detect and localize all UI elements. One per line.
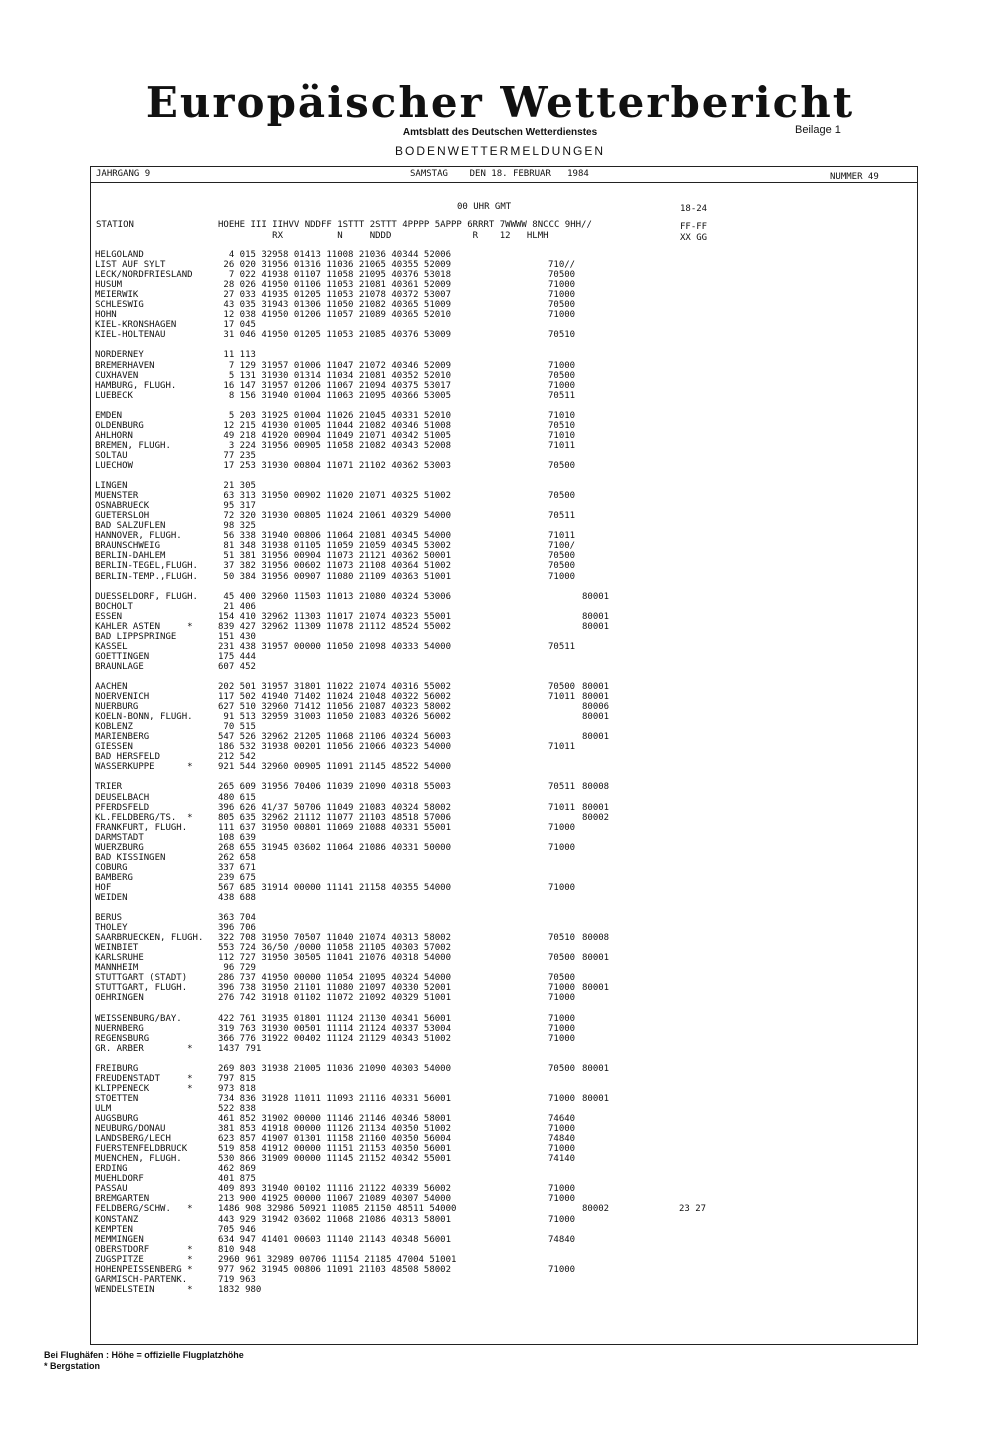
table-frame — [90, 166, 918, 1345]
station-name: STUTTGART (STADT) — [95, 973, 188, 984]
station-name: PASSAU — [95, 1184, 128, 1195]
group8-value: 80002 — [582, 812, 610, 823]
group7-value: 71000 — [548, 993, 576, 1004]
station-data: 519 858 41912 00000 11151 21153 40350 56001 — [218, 1144, 451, 1155]
code-header-1: HOEHE III IIHVV NDDFF 1STTT 2STTT 4PPPP 5APPP 6RRRT 7WWWW 8NCCC 9HH// — [218, 220, 592, 230]
station-name: SCHLESWIG — [95, 300, 144, 311]
group7-value: 70510 — [548, 933, 576, 944]
station-data: 396 738 31950 21101 11080 21097 40330 52001 — [218, 983, 451, 994]
group7-value: 71000 — [548, 1144, 576, 1155]
station-name: OLDENBURG — [95, 420, 144, 431]
station-data: 154 410 32962 11303 11017 21074 40323 55001 — [218, 611, 451, 622]
station-data: 186 532 31938 00201 11056 21066 40323 54000 — [218, 742, 451, 753]
station-data: 51 381 31956 00904 11073 21121 40362 50001 — [218, 551, 451, 562]
station-data: 231 438 31957 00000 11050 21098 40333 54000 — [218, 641, 451, 652]
station-data: 286 737 41950 00000 11054 21095 40324 54000 — [218, 973, 451, 984]
station-name: NUERBURG — [95, 702, 139, 713]
station-name: KOBLENZ — [95, 722, 133, 733]
station-data: 547 526 32962 21205 11068 21106 40324 56003 — [218, 732, 451, 743]
station-data: 17 045 — [218, 320, 256, 331]
group7-value: 71011 — [548, 440, 576, 451]
group7-value: 71000 — [548, 380, 576, 391]
group8-value: 80001 — [582, 591, 610, 602]
station-data: 422 761 31935 01801 11124 21130 40341 56001 — [218, 1013, 451, 1024]
station-name: WASSERKUPPE * — [95, 762, 193, 773]
station-name: LANDSBERG/LECH — [95, 1134, 171, 1145]
station-data: 480 615 — [218, 792, 256, 803]
station-name: HUSUM — [95, 280, 123, 291]
station-data: 49 218 41920 00904 11049 21071 40342 51005 — [218, 430, 451, 441]
station-name: ZUGSPITZE * — [95, 1254, 193, 1265]
station-name: LINGEN — [95, 481, 128, 492]
station-data: 265 609 31956 70406 11039 21090 40318 55003 — [218, 782, 451, 793]
station-data: 213 900 41925 00000 11067 21089 40307 54000 — [218, 1194, 451, 1205]
station-name: WEISSENBURG/BAY. — [95, 1013, 182, 1024]
group7-value: 70510 — [548, 420, 576, 431]
station-name: HOF — [95, 882, 112, 893]
station-data: 72 320 31930 00805 11024 21061 40329 54000 — [218, 511, 451, 522]
station-data: 12 038 41950 01206 11057 21089 40365 52010 — [218, 310, 451, 321]
group7-value: 71000 — [548, 983, 576, 994]
page-title: Europäischer Wetterbericht — [145, 78, 855, 127]
group7-value: 70500 — [548, 300, 576, 311]
observation-time: 00 UHR GMT — [457, 202, 512, 212]
station-data: 268 655 31945 03602 11064 21086 40331 50000 — [218, 842, 451, 853]
station-name: GARMISCH-PARTENK. — [95, 1274, 188, 1285]
station-data: 91 513 32959 31003 11050 21083 40326 56002 — [218, 712, 451, 723]
group7-value: 74140 — [548, 1154, 576, 1165]
station-data: 50 384 31956 00907 11080 21109 40363 51001 — [218, 571, 451, 582]
station-name: LIST AUF SYLT — [95, 260, 166, 271]
station-data: 17 253 31930 00804 11071 21102 40362 53003 — [218, 460, 451, 471]
station-name: HOHENPEISSENBERG * — [95, 1264, 193, 1275]
station-name: BREMERHAVEN — [95, 360, 155, 371]
station-name: STUTTGART, FLUGH. — [95, 983, 188, 994]
station-name: ESSEN — [95, 611, 123, 622]
station-data: 443 929 31942 03602 11068 21086 40313 58001 — [218, 1214, 451, 1225]
station-name: WUERZBURG — [95, 842, 144, 853]
group7-value: 71000 — [548, 310, 576, 321]
station-data: 381 853 41918 00000 11126 21134 40350 51002 — [218, 1124, 451, 1135]
station-data: 45 400 32960 11503 11013 21080 40324 53006 — [218, 591, 451, 602]
station-data: 921 544 32960 00905 11091 21145 48522 54000 — [218, 762, 451, 773]
station-data: 81 348 31938 01105 11059 21059 40345 53002 — [218, 541, 451, 552]
station-data: 319 763 31930 00501 11114 21124 40337 53004 — [218, 1023, 451, 1034]
jahrgang: JAHRGANG 9 — [96, 169, 151, 179]
station-name: WENDELSTEIN * — [95, 1284, 193, 1295]
group7-value: 71011 — [548, 742, 576, 753]
station-data: 396 626 41/37 50706 11049 21083 40324 58002 — [218, 802, 451, 813]
station-data: 11 113 — [218, 350, 256, 361]
subtitle: Amtsblatt des Deutschen Wetterdienstes — [402, 127, 598, 138]
station-data: 322 708 31950 70507 11040 21074 40313 58002 — [218, 933, 451, 944]
group7-value: 70511 — [548, 511, 576, 522]
station-name: LUECHOW — [95, 460, 133, 471]
group7-value: 71011 — [548, 531, 576, 542]
group7-value: 74640 — [548, 1114, 576, 1125]
group7-value: 71000 — [548, 360, 576, 371]
station-data: 7 129 31957 01006 11047 21072 40346 52009 — [218, 360, 451, 371]
station-name: FREIBURG — [95, 1063, 139, 1074]
group8-value: 80001 — [582, 1063, 610, 1074]
group7-value: 70500 — [548, 561, 576, 572]
group7-value: 71000 — [548, 842, 576, 853]
group7-value: 71010 — [548, 410, 576, 421]
station-data: 108 639 — [218, 832, 256, 843]
station-data: 805 635 32962 21112 11077 21103 48518 57006 — [218, 812, 451, 823]
station-name: LECK/NORDFRIESLAND — [95, 270, 193, 281]
group7-value: 71011 — [548, 802, 576, 813]
station-data: 117 502 41940 71402 11024 21048 40322 56002 — [218, 692, 451, 703]
station-name: NUERNBERG — [95, 1023, 144, 1034]
group7-value: 71000 — [548, 1194, 576, 1205]
group7-value: 71000 — [548, 1264, 576, 1275]
station-name: BERLIN-TEGEL,FLUGH. — [95, 561, 198, 572]
extra-time: 18-24 — [680, 204, 708, 214]
station-data: 77 235 — [218, 450, 256, 461]
station-name: KAHLER ASTEN * — [95, 621, 193, 632]
group7-value: 71000 — [548, 280, 576, 291]
station-name: BAD SALZUFLEN — [95, 521, 166, 532]
station-data: 719 963 — [218, 1274, 256, 1285]
station-data: 634 947 41401 00603 11140 21143 40348 56001 — [218, 1234, 451, 1245]
group7-value: 71000 — [548, 1033, 576, 1044]
station-data: 262 658 — [218, 852, 256, 863]
station-data: 269 803 31938 21005 11036 21090 40303 54000 — [218, 1063, 451, 1074]
station-name: TRIER — [95, 782, 123, 793]
station-name: BAD KISSINGEN — [95, 852, 166, 863]
station-name: BREMGARTEN — [95, 1194, 150, 1205]
header-divider — [90, 182, 918, 183]
station-header: STATION — [96, 220, 134, 230]
station-data: 21 305 — [218, 481, 256, 492]
code-header-2: RX N NDDD R 12 HLMH — [218, 231, 549, 241]
station-name: AUGSBURG — [95, 1114, 139, 1125]
station-data: 16 147 31957 01206 11067 21094 40375 53017 — [218, 380, 451, 391]
station-data: 1437 791 — [218, 1043, 262, 1054]
group7-value: 70500 — [548, 973, 576, 984]
station-data: 705 946 — [218, 1224, 256, 1235]
station-name: KONSTANZ — [95, 1214, 139, 1225]
station-data: 522 838 — [218, 1103, 256, 1114]
ff-header-2: XX GG — [680, 233, 708, 243]
station-data: 401 875 — [218, 1174, 256, 1185]
station-name: KOELN-BONN, FLUGH. — [95, 712, 193, 723]
station-name: SOLTAU — [95, 450, 128, 461]
station-name: THOLEY — [95, 923, 128, 934]
group7-value: 74840 — [548, 1134, 576, 1145]
station-data: 70 515 — [218, 722, 256, 733]
station-name: BERUS — [95, 913, 123, 924]
station-data: 2960 961 32989 00706 11154 21185 47004 51001 — [218, 1254, 457, 1265]
station-data: 409 893 31940 00102 11116 21122 40339 56002 — [218, 1184, 451, 1195]
station-name: AACHEN — [95, 682, 128, 693]
group7-value: 70500 — [548, 682, 576, 693]
footnote-mountain: * Bergstation — [44, 1361, 101, 1371]
station-data: 202 501 31957 31801 11022 21074 40316 55002 — [218, 682, 451, 693]
station-name: MARIENBERG — [95, 732, 150, 743]
station-name: ULM — [95, 1103, 112, 1114]
group7-value: 71000 — [548, 571, 576, 582]
station-data: 973 818 — [218, 1083, 256, 1094]
station-name: NORDERNEY — [95, 350, 144, 361]
station-name: KEMPTEN — [95, 1224, 133, 1235]
station-data: 810 948 — [218, 1244, 256, 1255]
station-name: DARMSTADT — [95, 832, 144, 843]
group7-value: 70500 — [548, 460, 576, 471]
station-name: MEIERWIK — [95, 290, 139, 301]
station-name: MUENCHEN, FLUGH. — [95, 1154, 182, 1165]
wind-gust-value: 23 27 — [679, 1204, 707, 1215]
group7-value: 71000 — [548, 882, 576, 893]
group7-value: 710// — [548, 260, 576, 271]
station-name: WEINBIET — [95, 943, 139, 954]
station-data: 366 776 31922 00402 11124 21129 40343 51002 — [218, 1033, 451, 1044]
station-name: HELGOLAND — [95, 250, 144, 260]
station-data: 977 962 31945 00806 11091 21103 48508 58002 — [218, 1264, 451, 1275]
station-data: 151 430 — [218, 631, 256, 642]
station-name: MUEHLDORF — [95, 1174, 144, 1185]
station-data: 27 033 41935 01205 11053 21078 40372 53007 — [218, 290, 451, 301]
station-data: 26 020 31956 01316 11036 21065 40355 52009 — [218, 260, 451, 271]
station-data: 212 542 — [218, 752, 256, 763]
station-name: GUETERSLOH — [95, 511, 150, 522]
station-name: DEUSELBACH — [95, 792, 150, 803]
station-data: 37 382 31956 00602 11073 21108 40364 51002 — [218, 561, 451, 572]
station-data: 363 704 — [218, 913, 256, 924]
station-data: 31 046 41950 01205 11053 21085 40376 53009 — [218, 330, 451, 341]
group7-value: 70500 — [548, 1063, 576, 1074]
station-name: GIESSEN — [95, 742, 133, 753]
group8-value: 80006 — [582, 702, 610, 713]
station-data: 396 706 — [218, 923, 256, 934]
station-name: CUXHAVEN — [95, 370, 139, 381]
station-name: BAD LIPPSPRINGE — [95, 631, 177, 642]
group8-value: 80001 — [582, 802, 610, 813]
group7-value: 74840 — [548, 1234, 576, 1245]
station-data: 112 727 31950 30505 11041 21076 40318 54000 — [218, 953, 451, 964]
station-data: 21 406 — [218, 601, 256, 612]
station-name: BRAUNSCHWEIG — [95, 541, 161, 552]
station-name: COBURG — [95, 862, 128, 873]
station-data: 43 035 31943 01306 11050 21082 40365 51009 — [218, 300, 451, 311]
station-name: AHLHORN — [95, 430, 133, 441]
station-name: SAARBRUECKEN, FLUGH. — [95, 933, 204, 944]
group7-value: 71000 — [548, 1013, 576, 1024]
station-name: KLIPPENECK * — [95, 1083, 193, 1094]
station-name: FELDBERG/SCHW. * — [95, 1204, 193, 1215]
issue-number: NUMMER 49 — [830, 172, 879, 182]
group8-value: 80008 — [582, 782, 610, 793]
station-data: 607 452 — [218, 661, 256, 672]
group7-value: 71000 — [548, 1093, 576, 1104]
station-data: 7 022 41938 01107 11058 21095 40376 53018 — [218, 270, 451, 281]
station-name: PFERDSFELD — [95, 802, 150, 813]
group7-value: 70500 — [548, 551, 576, 562]
issue-date: SAMSTAG DEN 18. FEBRUAR 1984 — [410, 169, 589, 179]
station-name: FREUDENSTADT * — [95, 1073, 193, 1084]
station-data: 734 836 31928 11011 11093 21116 40331 56001 — [218, 1093, 451, 1104]
station-data: 8 156 31940 01004 11063 21095 40366 53005 — [218, 390, 451, 401]
station-name: NOERVENICH — [95, 692, 150, 703]
station-name: MEMMINGEN — [95, 1234, 144, 1245]
station-name: FUERSTENFELDBRUCK — [95, 1144, 188, 1155]
station-data: 1486 908 32986 50921 11085 21150 48511 54000 — [218, 1204, 457, 1215]
station-name: BOCHOLT — [95, 601, 133, 612]
station-name: WEIDEN — [95, 893, 128, 903]
station-data: 239 675 — [218, 872, 256, 883]
station-data: 623 857 41907 01301 11158 21160 40350 56004 — [218, 1134, 451, 1145]
group8-value: 80001 — [582, 953, 610, 964]
station-name: KIEL-KRONSHAGEN — [95, 320, 177, 331]
station-name: REGENSBURG — [95, 1033, 150, 1044]
station-name: KL.FELDBERG/TS. * — [95, 812, 193, 823]
group8-value: 80001 — [582, 621, 610, 632]
station-data: 111 637 31950 00801 11069 21088 40331 55001 — [218, 822, 451, 833]
station-data: 627 510 32960 71412 11056 21087 40323 58002 — [218, 702, 451, 713]
station-data: 553 724 36/50 /0000 11058 21105 40303 57002 — [218, 943, 451, 954]
station-data: 98 325 — [218, 521, 256, 532]
station-data: 4 015 32958 01413 11008 21036 40344 52006 — [218, 250, 451, 260]
station-name: HOHN — [95, 310, 117, 321]
group7-value: 70511 — [548, 782, 576, 793]
station-name: OSNABRUECK — [95, 501, 150, 512]
station-data: 438 688 — [218, 893, 256, 903]
station-data: 276 742 31918 01102 11072 21092 40329 51001 — [218, 993, 451, 1004]
group8-value: 80002 — [582, 1204, 610, 1215]
station-name: KASSEL — [95, 641, 128, 652]
station-data: 12 215 41930 01005 11044 21082 40346 51008 — [218, 420, 451, 431]
station-name: BERLIN-DAHLEM — [95, 551, 166, 562]
group7-value: 71000 — [548, 1124, 576, 1135]
station-name: OBERSTDORF * — [95, 1244, 193, 1255]
group7-value: 70511 — [548, 641, 576, 652]
group8-value: 80008 — [582, 933, 610, 944]
station-name: NEUBURG/DONAU — [95, 1124, 166, 1135]
station-name: BAMBERG — [95, 872, 133, 883]
station-name: KARLSRUHE — [95, 953, 144, 964]
station-name: GOETTINGEN — [95, 651, 150, 662]
station-data: 461 852 31902 00000 11146 21146 40346 58001 — [218, 1114, 451, 1125]
station-name: DUESSELDORF, FLUGH. — [95, 591, 198, 602]
station-data: 5 203 31925 01004 11026 21045 40331 52010 — [218, 410, 451, 421]
station-data: 839 427 32962 11309 11078 21112 48524 55002 — [218, 621, 451, 632]
group8-value: 80001 — [582, 692, 610, 703]
section-title: BODENWETTERMELDUNGEN — [394, 144, 605, 158]
station-data: 175 444 — [218, 651, 256, 662]
group8-value: 80001 — [582, 983, 610, 994]
station-name: OEHRINGEN — [95, 993, 144, 1004]
station-data: 797 815 — [218, 1073, 256, 1084]
station-name: ERDING — [95, 1164, 128, 1175]
station-name: EMDEN — [95, 410, 123, 421]
station-data: 3 224 31956 00905 11058 21082 40343 52008 — [218, 440, 451, 451]
station-data: 96 729 — [218, 963, 256, 974]
station-name: BERLIN-TEMP.,FLUGH. — [95, 571, 198, 582]
group7-value: 71000 — [548, 822, 576, 833]
group8-value: 80001 — [582, 682, 610, 693]
station-name: LUEBECK — [95, 390, 133, 401]
group8-value: 80001 — [582, 611, 610, 622]
station-name: MUENSTER — [95, 491, 139, 502]
station-data: 63 313 31950 00902 11020 21071 40325 51002 — [218, 491, 451, 502]
group7-value: 71000 — [548, 1184, 576, 1195]
group7-value: 71010 — [548, 430, 576, 441]
station-data: 1832 980 — [218, 1284, 262, 1295]
station-data: 56 338 31940 00806 11064 21081 40345 54000 — [218, 531, 451, 542]
beilage-label: Beilage 1 — [795, 124, 841, 136]
station-data: 95 317 — [218, 501, 256, 512]
station-name: KIEL-HOLTENAU — [95, 330, 166, 341]
station-name: BREMEN, FLUGH. — [95, 440, 171, 451]
group7-value: 70500 — [548, 370, 576, 381]
group7-value: 70510 — [548, 330, 576, 341]
group8-value: 80001 — [582, 732, 610, 743]
station-name: GR. ARBER * — [95, 1043, 193, 1054]
station-data: 28 026 41950 01106 11053 21081 40361 52009 — [218, 280, 451, 291]
group7-value: 7100/ — [548, 541, 576, 552]
group7-value: 71011 — [548, 692, 576, 703]
group7-value: 71000 — [548, 1023, 576, 1034]
station-name: BRAUNLAGE — [95, 661, 144, 672]
station-name: STOETTEN — [95, 1093, 139, 1104]
station-name: BAD HERSFELD — [95, 752, 161, 763]
group7-value: 71000 — [548, 290, 576, 301]
station-name: MANNHEIM — [95, 963, 139, 974]
station-data: 462 869 — [218, 1164, 256, 1175]
station-data: 567 685 31914 00000 11141 21158 40355 54000 — [218, 882, 451, 893]
group7-value: 70500 — [548, 491, 576, 502]
group7-value: 70500 — [548, 270, 576, 281]
group8-value: 80001 — [582, 1093, 610, 1104]
station-data: 530 866 31909 00000 11145 21152 40342 55001 — [218, 1154, 451, 1165]
group7-value: 70500 — [548, 953, 576, 964]
group7-value: 70511 — [548, 390, 576, 401]
group7-value: 71000 — [548, 1214, 576, 1225]
station-data: 5 131 31930 01314 11034 21081 40352 52010 — [218, 370, 451, 381]
ff-header-1: FF-FF — [680, 222, 708, 232]
station-name: HAMBURG, FLUGH. — [95, 380, 177, 391]
station-data: 337 671 — [218, 862, 256, 873]
footnote-airport: Bei Flughäfen : Höhe = offizielle Flugplatzhöhe — [44, 1350, 244, 1360]
station-name: FRANKFURT, FLUGH. — [95, 822, 188, 833]
station-name: HANNOVER, FLUGH. — [95, 531, 182, 542]
group8-value: 80001 — [582, 712, 610, 723]
